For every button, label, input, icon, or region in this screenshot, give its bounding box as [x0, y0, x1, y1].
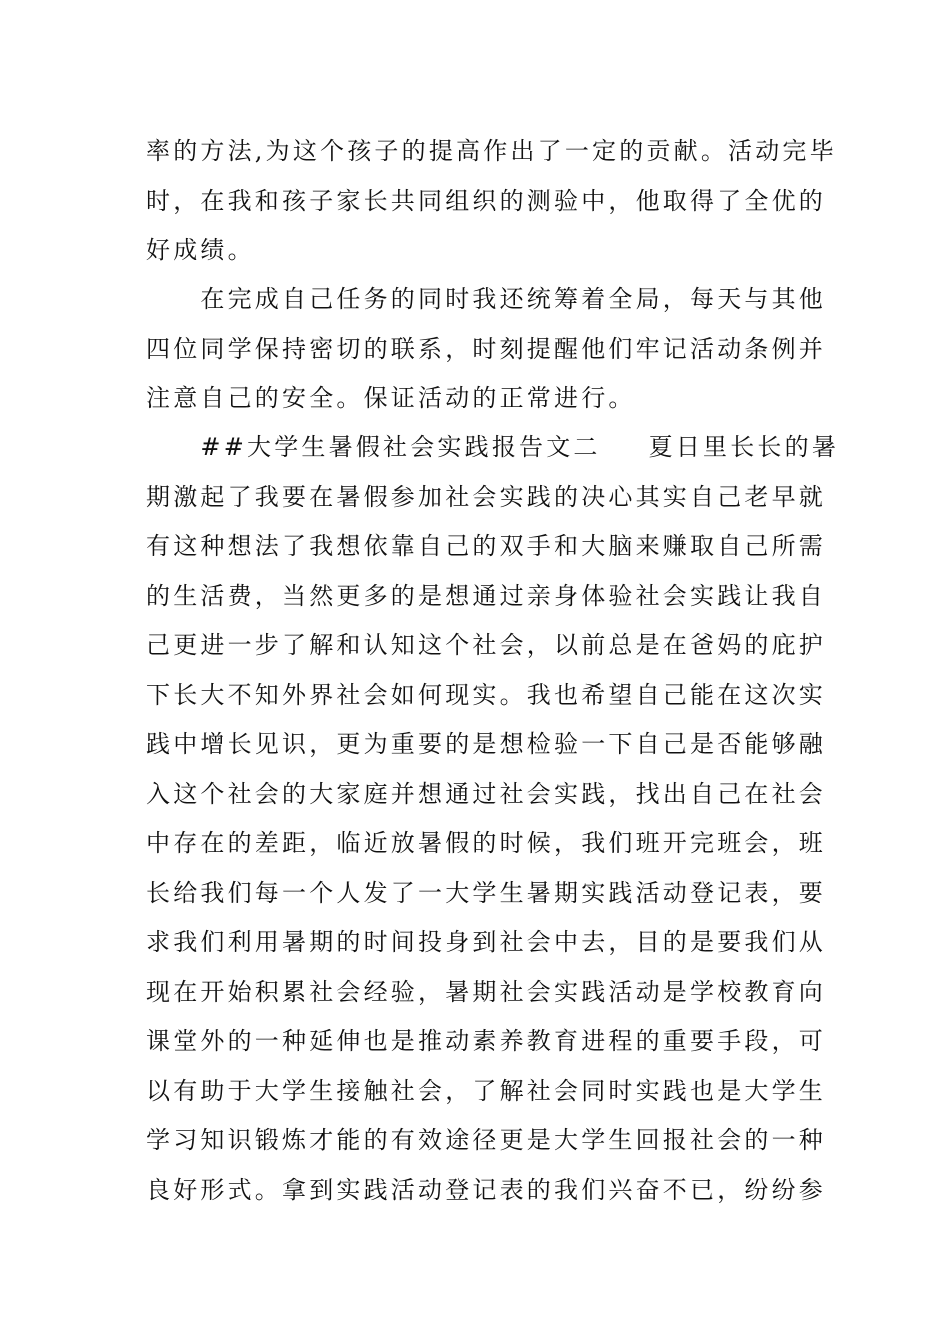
text-line: 在完成自己任务的同时我还统筹着全局，每天与其他: [146, 285, 826, 313]
text-line: 有这种想法了我想依靠自己的双手和大脑来赚取自己所需: [146, 532, 826, 560]
heading-continuation: 夏日里长长的暑: [648, 433, 840, 461]
section-heading-line: [146, 423, 840, 473]
text-line: 学习知识锻炼才能的有效途径更是大学生回报社会的一种: [146, 1126, 826, 1154]
text-line: 以有助于大学生接触社会，了解社会同时实践也是大学生: [146, 1076, 826, 1105]
section-heading: ##大学生暑假社会实践报告文二: [146, 433, 601, 461]
text-line: 率的方法,为这个孩子的提高作出了一定的贡献。活动完毕: [146, 137, 837, 165]
text-line: 下长大不知外界社会如何现实。我也希望自己能在这次实: [146, 680, 826, 709]
text-line: 的生活费，当然更多的是想通过亲身体验社会实践让我自: [146, 581, 826, 610]
paragraph-2: [146, 275, 826, 424]
text-line: 课堂外的一种延伸也是推动素养教育进程的重要手段，可: [146, 1027, 826, 1055]
text-line: 注意自己的安全。保证活动的正常进行。: [146, 384, 636, 412]
text-line: 中存在的差距，临近放暑假的时候，我们班开完班会，班: [146, 829, 826, 857]
text-line: 时，在我和孩子家长共同组织的测验中，他取得了全优的: [146, 186, 826, 215]
text-line: 长给我们每一个人发了一大学生暑期实践活动登记表，要: [146, 878, 826, 907]
text-line: 期激起了我要在暑假参加社会实践的决心其实自己老早就: [146, 482, 826, 511]
text-line: 现在开始积累社会经验，暑期社会实践活动是学校教育向: [146, 977, 826, 1006]
text-line: 好成绩。: [146, 236, 255, 264]
text-line: 四位同学保持密切的联系，时刻提醒他们牢记活动条例并: [146, 334, 826, 363]
text-line: 己更进一步了解和认知这个社会，以前总是在爸妈的庇护: [146, 631, 826, 659]
paragraph-3: [146, 423, 840, 1215]
text-line: 良好形式。拿到实践活动登记表的我们兴奋不已，纷纷参: [146, 1175, 826, 1204]
paragraph-1: [146, 127, 837, 276]
text-line: 入这个社会的大家庭并想通过社会实践，找出自己在社会: [146, 779, 826, 808]
text-line: 践中增长见识，更为重要的是想检验一下自己是否能够融: [146, 730, 826, 758]
text-line: 求我们利用暑期的时间投身到社会中去，目的是要我们从: [146, 928, 826, 956]
